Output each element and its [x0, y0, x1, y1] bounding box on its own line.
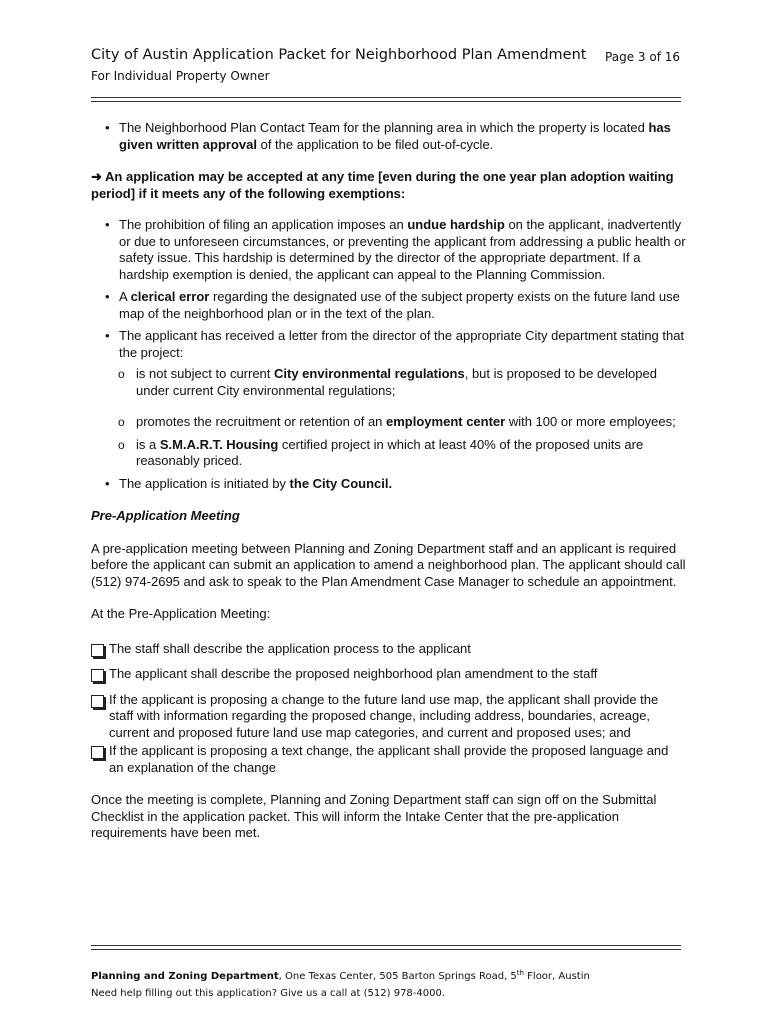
footer-address: Planning and Zoning Department, One Texas Center, 505 Barton Springs Road, 5th Floor, Austin	[91, 969, 590, 982]
list-item-director-letter: • The applicant has received a letter from the director of the appropriate City department stating that the project:	[105, 328, 685, 360]
bullet-icon: •	[105, 120, 110, 135]
circle-bullet-icon: o	[118, 367, 125, 381]
list-item-clerical: • A clerical error regarding the designated use of the subject property exists on the future land use map of the neighborhood plan or in the text of the plan.	[105, 289, 680, 321]
sub-item-employment: o promotes the recruitment or retention of an employment center with 100 or more employees;	[118, 414, 676, 429]
footer-divider	[91, 945, 681, 950]
page-subtitle: For Individual Property Owner	[91, 69, 270, 83]
checkbox-icon	[91, 746, 104, 759]
list-item-hardship: • The prohibition of filing an application imposes an undue hardship on the applicant, inadvertently or due to unforeseen circumstances, or preventing the applicant from addressing a public health or safety issue. This hardship is determined by the director of the appropriate department. If a hardship exemption is denied, the applicant can appeal to the Planning Commission.	[105, 217, 686, 282]
closing-paragraph: Once the meeting is complete, Planning and Zoning Department staff can sign off on the Submittal Checklist in the application packet. This will inform the Intake Center that the pre-application requirements have been met.	[91, 792, 657, 840]
checklist-item: The staff shall describe the application process to the applicant	[91, 641, 686, 658]
list-item-contact-team: • The Neighborhood Plan Contact Team for the planning area in which the property is located has given written approval of the application to be filed out-of-cycle.	[105, 120, 671, 152]
list-item-city-council: • The application is initiated by the City Council.	[105, 475, 393, 491]
checkbox-icon	[91, 644, 104, 657]
circle-bullet-icon: o	[118, 415, 125, 429]
checklist-item: The applicant shall describe the proposed neighborhood plan amendment to the staff	[91, 666, 686, 683]
pre-app-paragraph: A pre-application meeting between Planning and Zoning Department staff and an applicant is required before the applicant can submit an application to amend a neighborhood plan. The applicant should call (512) 974-2695 and ask to speak to the Plan Amendment Case Manager to schedule an appointment.	[91, 540, 686, 589]
bullet-icon: •	[105, 328, 110, 343]
footer-help: Need help filling out this application? Give us a call at (512) 978-4000.	[91, 988, 446, 999]
checkbox-icon	[91, 695, 104, 708]
bullet-icon: •	[105, 289, 110, 304]
bullet-icon: •	[105, 217, 110, 232]
page-footer	[91, 965, 590, 1002]
checklist-item: If the applicant is proposing a text change, the applicant shall provide the proposed language and an explanation of the change	[91, 743, 686, 776]
sub-item-environmental: o is not subject to current City environmental regulations, but is proposed to be developed under current City environmental regulations;	[118, 366, 657, 398]
circle-bullet-icon: o	[118, 437, 125, 452]
main-content	[91, 120, 686, 842]
exemptions-heading: ➜ An application may be accepted at any time [even during the one year plan adoption waiting period] if it meets any of the following exemptions:	[91, 169, 674, 201]
bullet-icon: •	[105, 475, 110, 491]
header-divider	[91, 97, 681, 102]
checklist-item: If the applicant is proposing a change to the future land use map, the applicant shall provide the staff with information regarding the proposed change, including address, boundaries, acreage, current and proposed future land use map categories, and current and proposed uses; and	[91, 692, 686, 742]
checkbox-icon	[91, 669, 104, 682]
at-meeting-label: At the Pre-Application Meeting:	[91, 606, 271, 621]
sub-item-smart-housing: o is a S.M.A.R.T. Housing certified project in which at least 40% of the proposed units are reasonably priced.	[118, 436, 644, 468]
page-title: City of Austin Application Packet for Neighborhood Plan Amendment	[91, 47, 587, 63]
section-heading: Pre-Application Meeting	[91, 508, 240, 523]
page-number: Page 3 of 16	[605, 50, 680, 64]
